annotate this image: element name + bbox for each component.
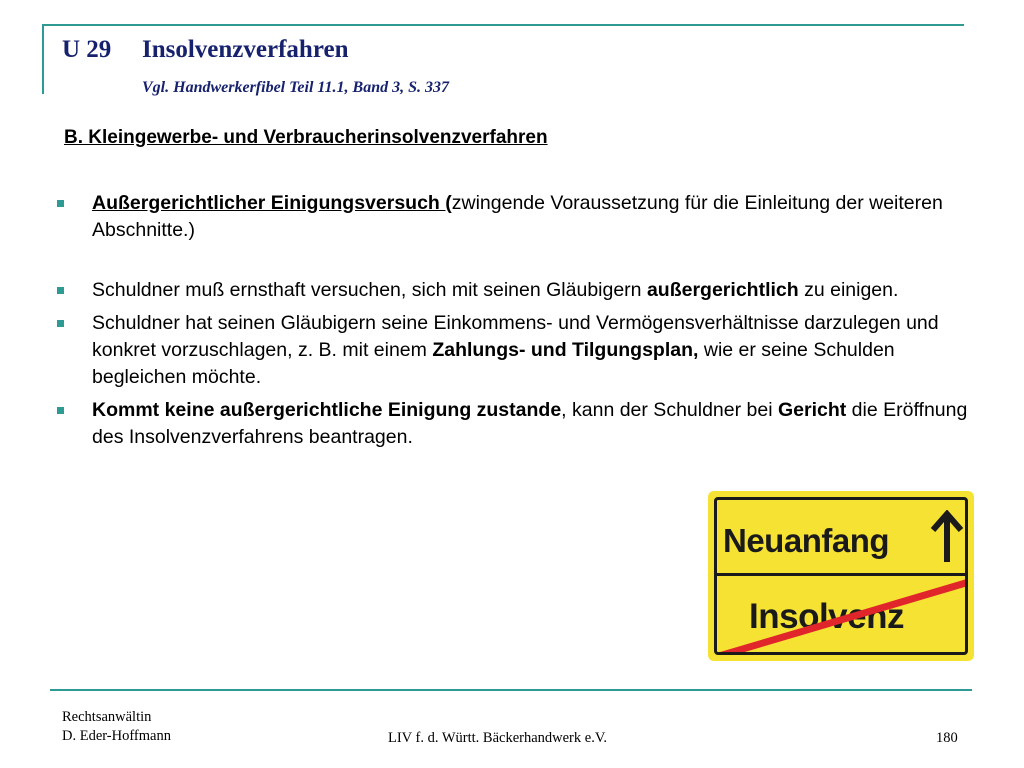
- town-sign-frame: [714, 497, 968, 655]
- title-left-rule: [42, 24, 44, 94]
- bullet-text: wie er seine Schulden begleichen möchte.: [92, 339, 895, 388]
- bullet-text: zwingende Voraussetzung für die Einleitung der weiteren Abschnitte.): [92, 192, 943, 241]
- section-heading: B. Kleingewerbe- und Verbraucherinsolvenzverfahren: [64, 127, 548, 148]
- bullet-text: zu einigen.: [798, 279, 899, 301]
- bullet-emphasis: Gericht: [777, 399, 847, 421]
- bullet-emphasis: außergerichtlich: [646, 279, 799, 301]
- reference-subtitle: Vgl. Handwerkerfibel Teil 11.1, Band 3, S. 337: [142, 79, 449, 96]
- bullet-item: [54, 397, 974, 451]
- bullet-item: [54, 277, 974, 304]
- strike-line: [717, 576, 968, 655]
- bullet-square-icon: [57, 407, 64, 414]
- up-arrow-icon: [929, 510, 965, 566]
- sign-top-text: Neuanfang: [723, 522, 890, 559]
- footer-organization: LIV f. d. Württ. Bäckerhandwerk e.V.: [388, 730, 608, 746]
- slide-title: Insolvenzverfahren: [142, 36, 349, 63]
- bullet-emphasis: Kommt keine außergerichtliche Einigung zustande: [92, 399, 562, 421]
- bullet-item: [54, 190, 974, 244]
- bullet-square-icon: [57, 200, 64, 207]
- bullet-square-icon: [57, 287, 64, 294]
- title-top-rule: [42, 24, 964, 26]
- slide-number: U 29: [62, 36, 112, 63]
- footer-author-name: D. Eder-Hoffmann: [62, 728, 171, 744]
- sign-bottom-text: Insolvenz: [749, 597, 904, 636]
- town-sign-image: [708, 491, 974, 661]
- bullet-text: , kann der Schuldner bei: [561, 399, 778, 421]
- footer-author-title: Rechtsanwältin: [62, 709, 152, 725]
- bullet-square-icon: [57, 320, 64, 327]
- bullet-text: Schuldner muß ernsthaft versuchen, sich mit seinen Gläubigern: [92, 279, 647, 301]
- bullet-text: Schuldner hat seinen Gläubigern seine Einkommens- und Vermögensverhältnisse darzulegen und konkret vorzuschlagen, z. B. mit einem: [92, 312, 939, 361]
- footer-rule: [50, 689, 972, 691]
- page-title: [62, 36, 348, 64]
- bullet-emphasis: Zahlungs- und Tilgungsplan,: [432, 339, 699, 361]
- footer-author: [62, 708, 171, 746]
- footer-page-number: 180: [936, 730, 958, 746]
- bullet-item: [54, 310, 974, 391]
- bullet-emphasis: Außergerichtlicher Einigungsversuch (: [92, 192, 452, 214]
- bullet-text: die Eröffnung des Insolvenzverfahrens beantragen.: [92, 399, 968, 448]
- bullet-list: [54, 190, 974, 451]
